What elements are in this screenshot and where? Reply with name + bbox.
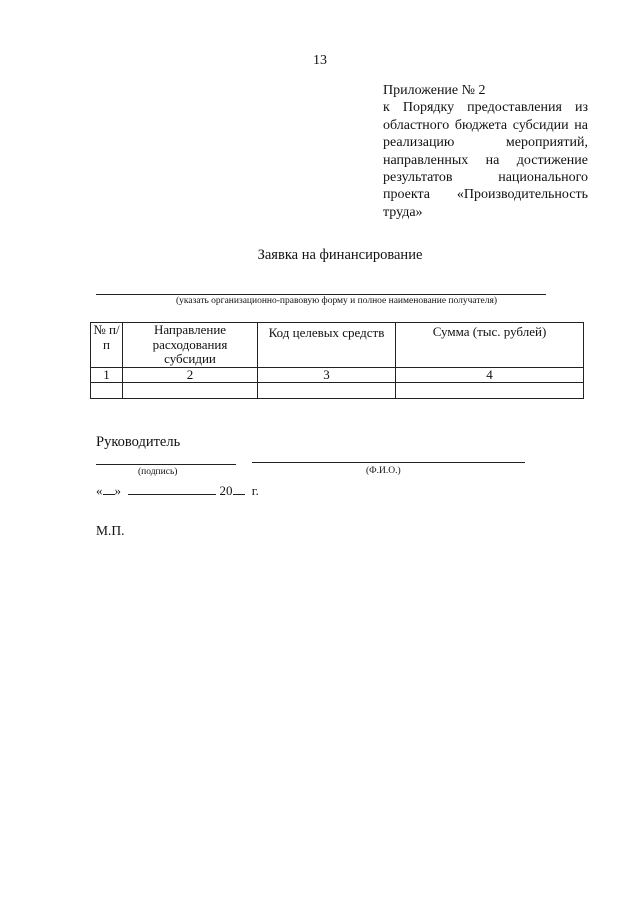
month-blank[interactable] — [128, 481, 216, 495]
numbering-cell: 3 — [258, 367, 396, 383]
year-suffix: г. — [251, 483, 259, 498]
day-blank[interactable] — [103, 481, 115, 495]
date-line — [96, 481, 259, 499]
numbering-cell: 4 — [396, 367, 584, 383]
header-number-label: № п/п — [93, 322, 120, 352]
numbering-cell: 1 — [91, 367, 123, 383]
recipient-hint: (указать организационно-правовую форму и полное наименование получателя) — [176, 296, 498, 306]
recipient-line — [96, 294, 546, 295]
header-sum — [396, 323, 584, 368]
head-role-label: Руководитель — [96, 434, 181, 450]
empty-cell[interactable] — [258, 383, 396, 399]
document-title: Заявка на финансирование — [257, 247, 423, 263]
name-line — [252, 462, 525, 463]
numbering-cell: 2 — [123, 367, 258, 383]
header-number — [91, 323, 123, 368]
table-empty-row — [91, 383, 584, 399]
header-direction-label: Направление расходования субсидии — [152, 322, 228, 366]
stamp-place-label: М.П. — [96, 523, 125, 538]
annex-body: к Порядку предоставления из областного бюджета субсидии на реализацию мероприятий, направленных на достижение результатов национального проекта «Производительность труда» — [383, 100, 588, 220]
empty-cell[interactable] — [91, 383, 123, 399]
page-number: 13 — [313, 53, 327, 68]
date-close-quote: » — [114, 483, 121, 498]
year-blank[interactable] — [233, 481, 245, 495]
name-hint: (Ф.И.О.) — [366, 466, 401, 476]
header-direction — [123, 323, 258, 368]
table-header-row — [91, 323, 584, 368]
header-code — [258, 323, 396, 368]
signature-line — [96, 464, 236, 465]
financing-table — [90, 322, 584, 399]
annex-title: Приложение № 2 — [383, 83, 486, 98]
table-numbering-row — [91, 367, 584, 383]
year-prefix: 20 — [219, 483, 233, 498]
empty-cell[interactable] — [396, 383, 584, 399]
header-code-label: Код целевых средств — [268, 325, 385, 340]
signature-hint: (подпись) — [138, 467, 178, 477]
date-open-quote: « — [96, 483, 103, 498]
annex-block — [383, 82, 588, 221]
header-sum-label: Сумма (тыс. рублей) — [432, 324, 547, 339]
empty-cell[interactable] — [123, 383, 258, 399]
